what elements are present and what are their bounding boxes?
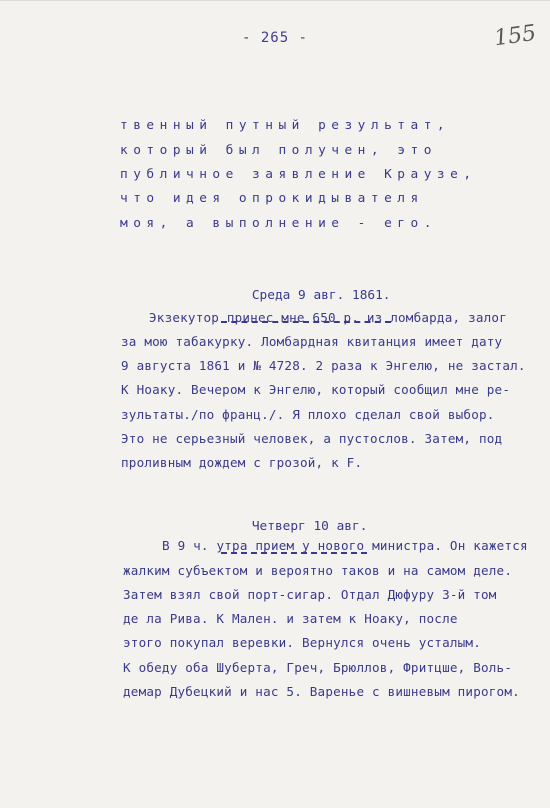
- svg-text:155: 155: [492, 20, 538, 51]
- entry-line: этого покупал веревки. Вернулся очень усталым.: [123, 635, 481, 650]
- entry-line: зультаты./по франц./. Я плохо сделал свой выбор.: [121, 407, 495, 422]
- entry-line: К Ноаку. Вечером к Энгелю, который сообщил мне ре-: [121, 382, 511, 397]
- entry-heading: Среда 9 авг. 1861.: [221, 273, 391, 353]
- entry-line: демар Дубецкий и нас 5. Варенье с вишневым пирогом.: [123, 684, 520, 699]
- entry-line: жалким субъектом и вероятно таков и на самом деле.: [123, 563, 513, 578]
- intro-line: твенный путный результат,: [120, 118, 451, 133]
- entry-heading: Четверг 10 авг.: [221, 504, 367, 584]
- entry-line: Экзекутор принес мне 650 р. из ломбарда, залог: [149, 310, 507, 325]
- entry-line: Затем взял свой порт-сигар. Отдал Дюфуру 3-й том: [123, 587, 497, 602]
- entry-line: 9 августа 1861 и № 4728. 2 раза к Энгелю, не застал.: [121, 358, 526, 373]
- entry-line: проливным дождем с грозой, к F.: [121, 455, 363, 470]
- entry-line: В 9 ч. утра прием у нового министра. Он кажется: [162, 538, 528, 553]
- entry-line: К обеду оба Шуберта, Греч, Брюллов, Фритцше, Воль-: [123, 660, 513, 675]
- intro-line: который был получен, это: [120, 143, 437, 158]
- intro-line: моя, а выполнение - его.: [120, 216, 437, 231]
- entry-line: Это не серьезный человек, а пустослов. Затем, под: [121, 431, 503, 446]
- intro-line: что идея опрокидывателя: [120, 191, 424, 206]
- entry-line: за мою табакурку. Ломбардная квитанция имеет дату: [121, 334, 503, 349]
- entry-line: де ла Рива. К Мален. и затем к Ноаку, после: [123, 611, 458, 626]
- page-number: - 265 -: [241, 30, 308, 46]
- archive-number: [492, 17, 538, 51]
- intro-line: публичное заявление Краузе,: [120, 167, 477, 182]
